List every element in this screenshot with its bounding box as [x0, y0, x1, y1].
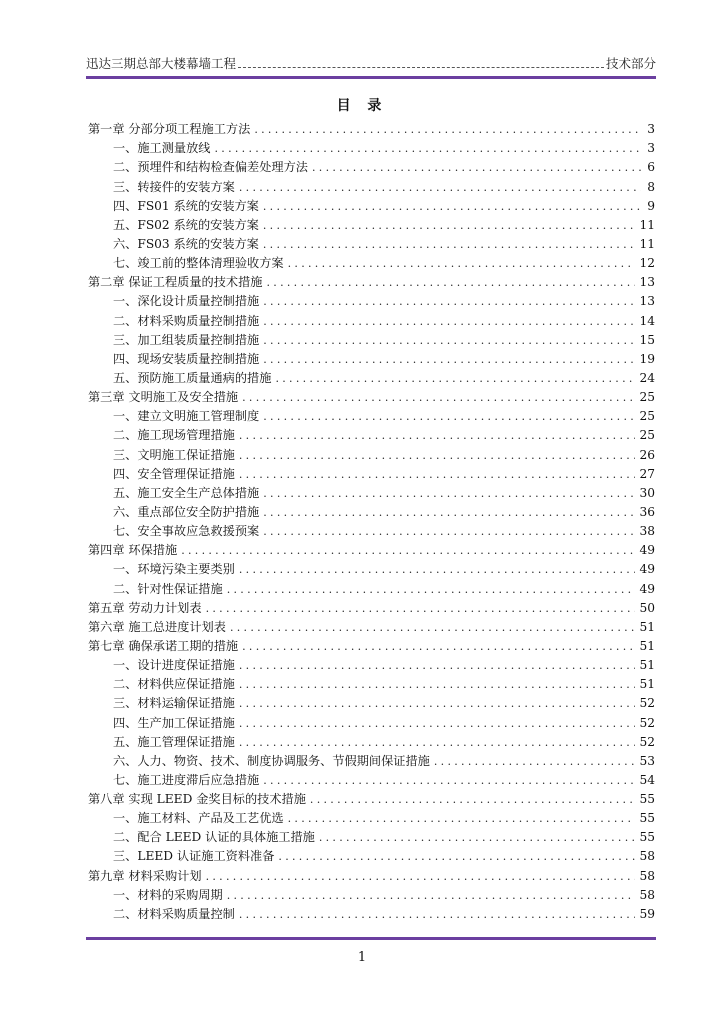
toc-title: 目 录: [336, 98, 388, 114]
toc-page-number: 55: [639, 830, 655, 845]
toc-entry-text: 一、施工材料、产品及工艺优选: [113, 811, 284, 826]
toc-page-number: 51: [639, 619, 655, 634]
toc-section-entry[interactable]: [88, 407, 655, 426]
toc-dot-leader: [239, 905, 636, 924]
toc-section-entry[interactable]: [88, 656, 655, 675]
toc-section-entry[interactable]: [88, 579, 655, 598]
toc-section-entry[interactable]: [88, 733, 655, 752]
toc-dot-leader: [275, 369, 635, 388]
toc-section-entry[interactable]: [88, 503, 655, 522]
toc-entry-text: 第七章 确保承诺工期的措施: [88, 638, 239, 653]
toc-page-number: 54: [639, 772, 655, 787]
toc-entry-text: 第五章 劳动力计划表: [88, 600, 202, 615]
header-section-label: 技术部分: [605, 56, 656, 71]
toc-page-number: 8: [647, 179, 655, 194]
toc-entry-text: 六、重点部位安全防护措施: [113, 504, 260, 519]
header-rule: [86, 76, 656, 79]
toc-entry-text: 二、预埋件和结构检查偏差处理方法: [113, 160, 308, 175]
toc-section-entry[interactable]: [88, 216, 655, 235]
toc-entry-text: 二、材料采购质量控制措施: [113, 313, 260, 328]
toc-entry-text: 六、FS03 系统的安装方案: [113, 236, 259, 251]
toc-dot-leader: [434, 752, 636, 771]
toc-dot-leader: [319, 828, 636, 847]
toc-page-number: 52: [639, 715, 655, 730]
toc-page-number: 52: [639, 696, 655, 711]
toc-dot-leader: [263, 771, 635, 790]
toc-page-number: 3: [647, 141, 655, 156]
toc-section-entry[interactable]: [88, 752, 655, 771]
toc-dot-leader: [242, 388, 635, 407]
toc-entry-text: 五、施工管理保证措施: [113, 734, 235, 749]
toc-dot-leader: [263, 292, 635, 311]
toc-section-entry[interactable]: [88, 235, 655, 254]
toc-entry-text: 二、材料供应保证措施: [113, 677, 235, 692]
toc-entry-text: 七、施工进度滞后应急措施: [113, 772, 260, 787]
toc-dot-leader: [181, 541, 635, 560]
toc-dot-leader: [242, 637, 635, 656]
toc-entry-text: 二、施工现场管理措施: [113, 428, 235, 443]
toc-dot-leader: [267, 273, 636, 292]
toc-entry-text: 四、FS01 系统的安装方案: [113, 198, 259, 213]
toc-page-number: 38: [639, 524, 655, 539]
toc-section-entry[interactable]: [88, 675, 655, 694]
toc-page-number: 3: [647, 122, 655, 137]
toc-section-entry[interactable]: [88, 331, 655, 350]
toc-entry-text: 三、LEED 认证施工资料准备: [113, 849, 275, 864]
toc-section-entry[interactable]: [88, 809, 655, 828]
toc-section-entry[interactable]: [88, 158, 655, 177]
toc-dot-leader: [239, 446, 636, 465]
toc-dot-leader: [263, 331, 635, 350]
toc-dot-leader: [206, 599, 636, 618]
toc-section-entry[interactable]: [88, 445, 655, 464]
toc-section-entry[interactable]: [88, 484, 655, 503]
toc-entry-text: 三、加工组装质量控制措施: [113, 332, 260, 347]
toc-page-number: 15: [639, 332, 655, 347]
toc-dot-leader: [239, 675, 636, 694]
toc-entry-text: 五、FS02 系统的安装方案: [113, 217, 259, 232]
toc-page-number: 58: [639, 868, 655, 883]
toc-entry-text: 三、文明施工保证措施: [113, 447, 235, 462]
toc-section-entry[interactable]: [88, 905, 655, 924]
toc-dot-leader: [263, 216, 636, 235]
toc-chapter-entry[interactable]: [88, 388, 655, 407]
toc-chapter-entry[interactable]: [88, 637, 655, 656]
toc-section-entry[interactable]: [88, 886, 655, 905]
toc-entry-text: 一、建立文明施工管理制度: [113, 409, 260, 424]
toc-entry-text: 三、转接件的安装方案: [113, 179, 235, 194]
toc-chapter-entry[interactable]: [88, 541, 655, 560]
toc-section-entry[interactable]: [88, 771, 655, 790]
toc-section-entry[interactable]: [88, 560, 655, 579]
toc-dot-leader: [239, 694, 636, 713]
toc-dot-leader: [263, 407, 635, 426]
toc-dot-leader: [263, 503, 635, 522]
toc-entry-text: 七、安全事故应急救援预案: [113, 524, 260, 539]
toc-page-number: 9: [647, 198, 655, 213]
page-number: 1: [357, 950, 367, 965]
toc-section-entry[interactable]: [88, 694, 655, 713]
toc-page-number: 55: [639, 792, 655, 807]
toc-page-number: 24: [639, 370, 655, 385]
toc-page-number: 51: [639, 677, 655, 692]
toc-dot-leader: [263, 197, 641, 216]
toc-entry-text: 第一章 分部分项工程施工方法: [88, 122, 251, 137]
toc-page-number: 27: [639, 466, 655, 481]
toc-dot-leader: [239, 560, 636, 579]
toc-page-number: 25: [639, 390, 655, 405]
toc-entry-text: 第六章 施工总进度计划表: [88, 619, 226, 634]
toc-section-entry[interactable]: [88, 847, 655, 866]
toc-dot-leader: [310, 790, 636, 809]
page-header: [86, 54, 656, 72]
toc-dot-leader: [206, 867, 636, 886]
toc-dot-leader: [312, 158, 641, 177]
toc-page-number: 58: [639, 887, 655, 902]
toc-page-number: 11: [639, 236, 655, 251]
toc-entry-text: 二、材料采购质量控制: [113, 906, 235, 921]
toc-section-entry[interactable]: [88, 292, 655, 311]
toc-dot-leader: [227, 580, 636, 599]
toc-page-number: 36: [639, 504, 655, 519]
toc-section-entry[interactable]: [88, 311, 655, 330]
toc-page-number: 25: [639, 428, 655, 443]
toc-entry-text: 四、生产加工保证措施: [113, 715, 235, 730]
header-dashed-leader: [238, 67, 604, 68]
toc-entry-text: 第四章 环保措施: [88, 543, 178, 558]
toc-dot-leader: [230, 618, 636, 637]
toc-section-entry[interactable]: [88, 828, 655, 847]
toc-page-number: 59: [639, 906, 655, 921]
toc-dot-leader: [239, 714, 636, 733]
toc-page-number: 58: [639, 849, 655, 864]
toc-entry-text: 四、现场安装质量控制措施: [113, 351, 260, 366]
toc-page-number: 49: [639, 562, 655, 577]
toc-page-number: 25: [639, 409, 655, 424]
toc-page-number: 12: [639, 256, 655, 271]
toc-entry-text: 五、预防施工质量通病的措施: [113, 370, 272, 385]
toc-dot-leader: [263, 312, 635, 331]
toc-page-number: 11: [639, 217, 655, 232]
toc-dot-leader: [215, 139, 642, 158]
toc-entry-text: 第九章 材料采购计划: [88, 868, 202, 883]
toc-section-entry[interactable]: [88, 713, 655, 732]
toc-entry-text: 一、施工测量放线: [113, 141, 211, 156]
toc-dot-leader: [263, 350, 635, 369]
toc-chapter-entry[interactable]: [88, 273, 655, 292]
toc-page-number: 53: [639, 753, 655, 768]
toc-page-number: 6: [647, 160, 655, 175]
toc-chapter-entry[interactable]: [88, 120, 655, 139]
toc-dot-leader: [239, 426, 636, 445]
toc-page-number: 49: [639, 543, 655, 558]
toc-section-entry[interactable]: [88, 197, 655, 216]
toc-page-number: 51: [639, 638, 655, 653]
toc-dot-leader: [239, 733, 636, 752]
toc-section-entry[interactable]: [88, 139, 655, 158]
toc-dot-leader: [288, 254, 636, 273]
toc-page-number: 55: [639, 811, 655, 826]
toc-entry-text: 三、材料运输保证措施: [113, 696, 235, 711]
toc-dot-leader: [227, 886, 636, 905]
toc-page-number: 14: [639, 313, 655, 328]
toc-page-number: 50: [639, 600, 655, 615]
toc-page-number: 52: [639, 734, 655, 749]
toc-section-entry[interactable]: [88, 254, 655, 273]
toc-section-entry[interactable]: [88, 369, 655, 388]
toc-entry-text: 二、配合 LEED 认证的具体施工措施: [113, 830, 315, 845]
toc-chapter-entry[interactable]: [88, 866, 655, 885]
toc-entry-text: 一、深化设计质量控制措施: [113, 294, 260, 309]
toc-page-number: 30: [639, 485, 655, 500]
toc-dot-leader: [263, 484, 635, 503]
toc-chapter-entry[interactable]: [88, 618, 655, 637]
toc-page-number: 13: [639, 275, 655, 290]
toc-page-number: 13: [639, 294, 655, 309]
toc-page-number: 51: [639, 658, 655, 673]
footer-rule: [86, 937, 656, 940]
toc-entry-text: 二、针对性保证措施: [113, 581, 223, 596]
header-project-title: 迅达三期总部大楼幕墙工程: [86, 56, 237, 71]
toc-dot-leader: [239, 178, 641, 197]
toc-section-entry[interactable]: [88, 177, 655, 196]
toc-entry-text: 第八章 实现 LEED 金奖目标的技术措施: [88, 792, 306, 807]
toc-entry-text: 第二章 保证工程质量的技术措施: [88, 275, 263, 290]
toc-entry-text: 一、环境污染主要类别: [113, 562, 235, 577]
toc-section-entry[interactable]: [88, 465, 655, 484]
toc-dot-leader: [278, 847, 635, 866]
toc-page-number: 26: [639, 447, 655, 462]
toc-entry-text: 七、竣工前的整体清理验收方案: [113, 256, 284, 271]
toc-chapter-entry[interactable]: [88, 599, 655, 618]
toc-section-entry[interactable]: [88, 426, 655, 445]
toc-dot-leader: [288, 809, 636, 828]
toc-dot-leader: [239, 465, 636, 484]
toc-page-number: 49: [639, 581, 655, 596]
toc-section-entry[interactable]: [88, 522, 655, 541]
toc-dot-leader: [263, 235, 636, 254]
table-of-contents: [88, 120, 655, 924]
toc-page-number: 19: [639, 351, 655, 366]
toc-entry-text: 五、施工安全生产总体措施: [113, 485, 260, 500]
toc-dot-leader: [239, 656, 636, 675]
toc-entry-text: 第三章 文明施工及安全措施: [88, 390, 239, 405]
toc-section-entry[interactable]: [88, 350, 655, 369]
toc-entry-text: 六、人力、物资、技术、制度协调服务、节假期间保证措施: [113, 753, 430, 768]
toc-chapter-entry[interactable]: [88, 790, 655, 809]
toc-entry-text: 一、设计进度保证措施: [113, 658, 235, 673]
toc-dot-leader: [263, 522, 635, 541]
toc-dot-leader: [254, 120, 641, 139]
toc-entry-text: 四、安全管理保证措施: [113, 466, 235, 481]
toc-entry-text: 一、材料的采购周期: [113, 887, 223, 902]
